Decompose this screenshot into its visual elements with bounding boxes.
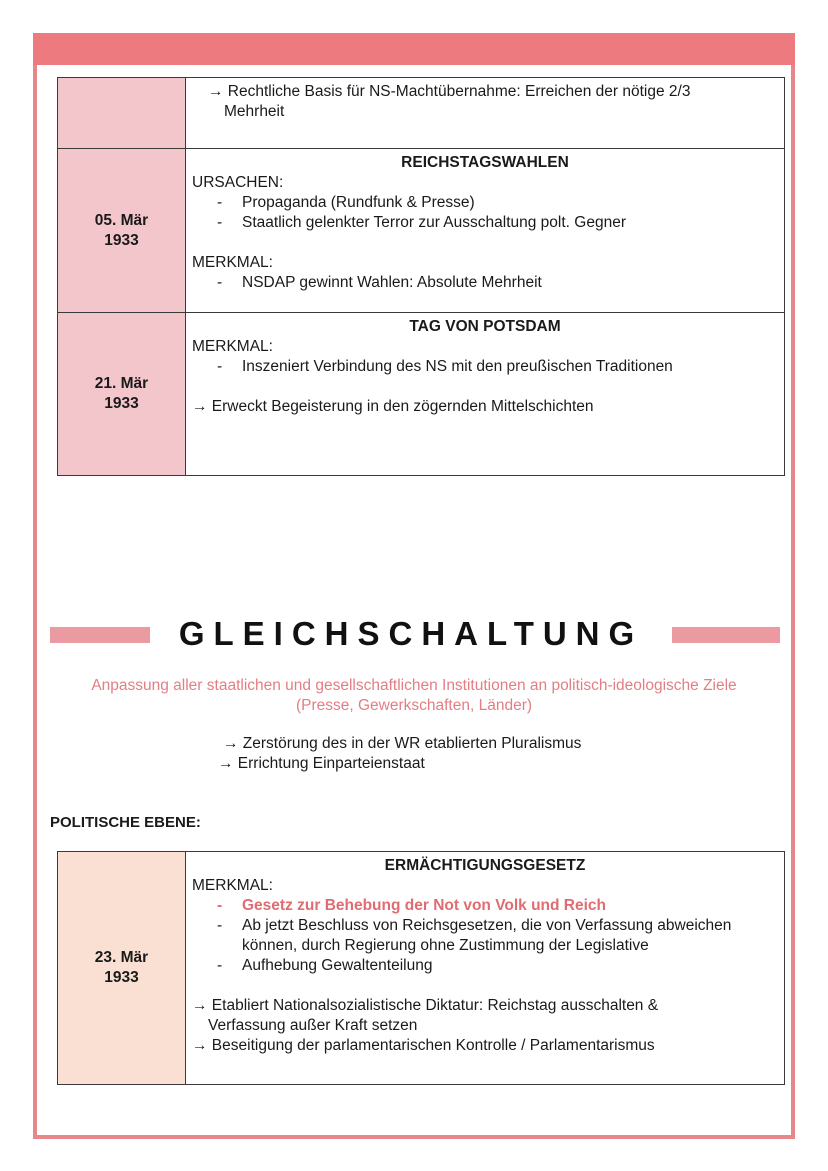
definition-line: (Presse, Gewerkschaften, Länder) — [295, 697, 533, 714]
content-cell — [186, 852, 785, 1085]
list-item: - Inszeniert Verbindung des NS mit den preußischen Traditionen — [217, 357, 778, 377]
list-item: - NSDAP gewinnt Wahlen: Absolute Mehrheit — [217, 273, 778, 293]
arrow-text-cont: Mehrheit — [224, 103, 285, 120]
table-row — [58, 149, 785, 313]
content-cell — [186, 78, 785, 149]
date-day: 05. Mär — [94, 211, 149, 229]
arrow-line: → Beseitigung der parlamentarischen Kontrolle / Parlamentarismus — [192, 1037, 655, 1054]
date-year: 1933 — [104, 231, 139, 249]
section-label: POLITISCHE EBENE: — [50, 814, 201, 831]
list-item: - Staatlich gelenkter Terror zur Ausschaltung polt. Gegner — [217, 213, 778, 233]
section-caption: MERKMAL: — [192, 338, 273, 355]
list-item-highlight: - Gesetz zur Behebung der Not von Volk und Reich — [217, 896, 778, 916]
definition-text — [40, 676, 788, 716]
arrow-line: → Etabliert Nationalsozialistische Diktatur: Reichstag ausschalten & — [192, 997, 659, 1014]
heading-bar-left — [50, 627, 150, 643]
section-heading — [0, 612, 828, 656]
content-cell — [186, 149, 785, 313]
heading-title: GLEICHSCHALTUNG — [178, 615, 644, 652]
heading-bar-right — [672, 627, 780, 643]
event-title: ERMÄCHTIGUNGSGESETZ — [384, 857, 586, 874]
date-cell — [58, 852, 186, 1085]
section-caption: MERKMAL: — [192, 254, 273, 271]
table-row — [58, 78, 785, 149]
arrow-line-cont: Verfassung außer Kraft setzen — [208, 1017, 418, 1034]
date-cell — [58, 313, 186, 476]
section-caption: URSACHEN: — [192, 174, 284, 191]
date-cell — [58, 149, 186, 313]
list-item-line: können, durch Regierung ohne Zustimmung der Legislative — [242, 937, 649, 954]
table-row — [58, 852, 785, 1085]
table-row — [58, 313, 785, 476]
date-day: 21. Mär — [94, 375, 149, 392]
bullet-list — [217, 193, 778, 233]
section-caption: MERKMAL: — [192, 877, 273, 894]
arrow-line — [192, 82, 778, 122]
timeline-table-bottom — [57, 851, 785, 1085]
bullet-list — [217, 273, 778, 293]
content-cell — [186, 313, 785, 476]
arrow-text: → Rechtliche Basis für NS-Machtübernahme: Erreichen der nötige 2/3 — [208, 83, 691, 100]
event-title: TAG VON POTSDAM — [409, 318, 561, 335]
definition-line: Anpassung aller staatlichen und gesellschaftlichen Institutionen an politisch-ideologische Ziele — [91, 677, 737, 694]
list-item: - Aufhebung Gewaltenteilung — [217, 956, 778, 976]
consequence-item: → Zerstörung des in der WR etablierten Pluralismus — [223, 735, 582, 752]
date-year: 1933 — [104, 395, 139, 412]
list-item: - Propaganda (Rundfunk & Presse) — [217, 193, 778, 213]
event-title: REICHSTAGSWAHLEN — [401, 154, 569, 171]
list-item — [217, 916, 778, 956]
arrow-line: → Erweckt Begeisterung in den zögernden Mittelschichten — [192, 398, 594, 415]
consequence-item: → Errichtung Einparteienstaat — [218, 755, 425, 772]
date-day: 23. Mär — [94, 949, 149, 966]
consequence-list — [218, 734, 581, 774]
header-bar — [33, 33, 795, 65]
list-item-line: - Ab jetzt Beschluss von Reichsgesetzen, die von Verfassung abweichen — [242, 917, 732, 934]
date-year: 1933 — [104, 969, 139, 986]
bullet-list — [217, 357, 778, 377]
date-cell-empty — [58, 78, 186, 149]
timeline-table-top — [57, 77, 785, 476]
bullet-list — [217, 896, 778, 976]
